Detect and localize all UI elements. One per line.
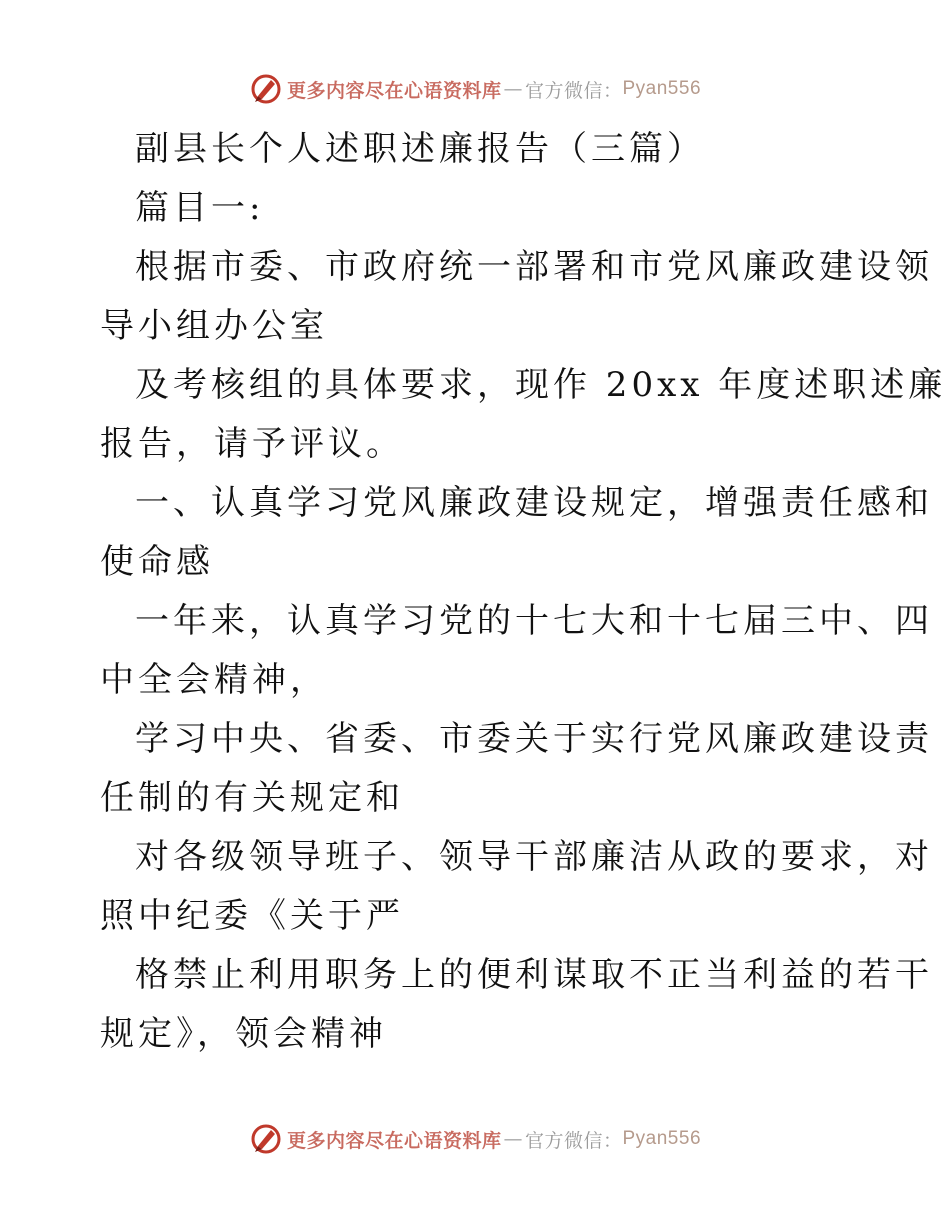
footer-banner	[0, 1122, 950, 1156]
section-heading: 篇目一:	[135, 188, 265, 228]
banner-text: 更多内容尽在心语资料库	[286, 79, 502, 102]
pen-logo-icon	[249, 1122, 283, 1156]
banner-text: 更多内容尽在心语资料库	[286, 1129, 502, 1152]
header-banner	[0, 72, 950, 106]
banner-wechat-label: 官方微信：	[524, 1129, 623, 1152]
banner-wechat-id: Pyan556	[622, 1128, 702, 1149]
paragraph-line: 一年来，认真学习党的十七大和十七届三中、四	[135, 601, 933, 641]
document-title: 副县长个人述职述廉报告（三篇）	[135, 129, 705, 169]
paragraph-line: 使命感	[100, 542, 214, 582]
paragraph-line: 照中纪委《关于严	[100, 896, 404, 936]
document-body	[100, 120, 947, 1064]
paragraph-line: 规定》，领会精神	[100, 1014, 387, 1054]
paragraph-line: 学习中央、省委、市委关于实行党风廉政建设责	[135, 719, 933, 759]
paragraph-line: 报告，请予评议。	[100, 424, 404, 464]
banner-dash: —	[503, 78, 523, 100]
banner-dash: —	[503, 1128, 523, 1150]
paragraph-line: 一、认真学习党风廉政建设规定，增强责任感和	[135, 483, 933, 523]
paragraph-line: 任制的有关规定和	[100, 778, 404, 818]
banner-wechat-id: Pyan556	[622, 78, 702, 99]
paragraph-line: 中全会精神，	[100, 660, 328, 700]
paragraph-line: 及考核组的具体要求，现作 20xx 年度述职述廉	[135, 365, 947, 405]
paragraph-line: 对各级领导班子、领导干部廉洁从政的要求，对	[135, 837, 933, 877]
paragraph-line: 格禁止利用职务上的便利谋取不正当利益的若干	[135, 955, 933, 995]
pen-logo-icon	[249, 72, 283, 106]
banner-wechat-label: 官方微信：	[524, 79, 623, 102]
paragraph-line: 根据市委、市政府统一部署和市党风廉政建设领	[135, 247, 933, 287]
paragraph-line: 导小组办公室	[100, 306, 328, 346]
